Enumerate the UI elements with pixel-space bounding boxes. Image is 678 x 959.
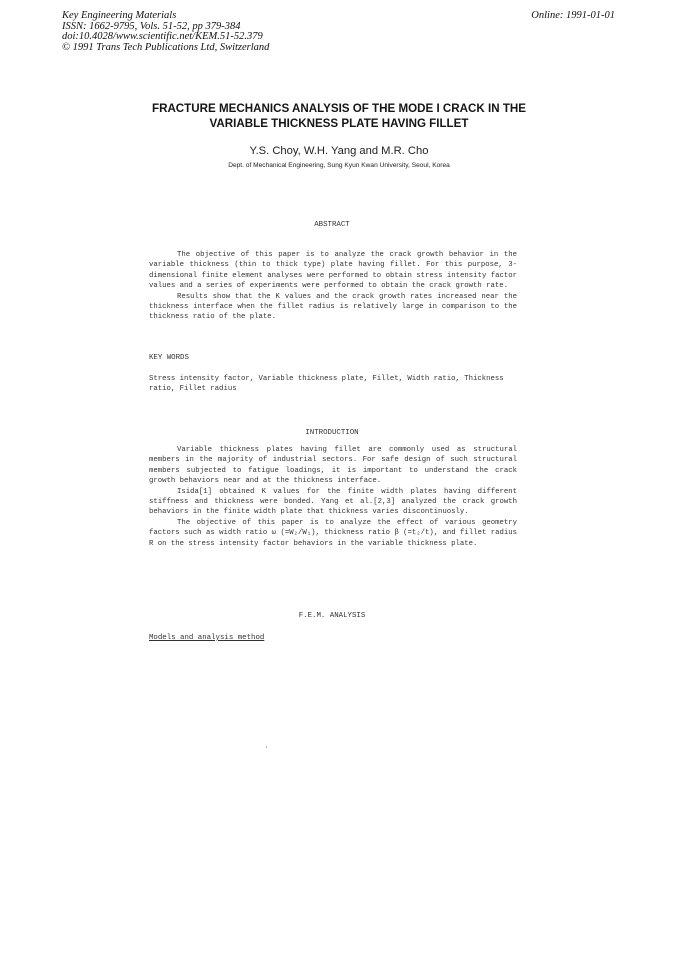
introduction-paragraph: The objective of this paper is to analyze the effect of various geometry factors such as width ratio ω (=W₂/W₁), thickness ratio β (=t₂/t), and fillet radius R on the stress intensity factor behaviors in the variable thickness plate.	[149, 518, 517, 548]
introduction-heading: INTRODUCTION	[305, 429, 359, 437]
scan-speck	[266, 746, 267, 748]
fem-subheading: Models and analysis method	[149, 634, 265, 642]
introduction-body	[149, 445, 517, 549]
title-line-1: FRACTURE MECHANICS ANALYSIS OF THE MODE I CRACK IN THE	[151, 102, 527, 115]
fem-heading: F.E.M. ANALYSIS	[298, 612, 366, 620]
journal-name: Key Engineering Materials	[62, 10, 177, 21]
title-line-2: VARIABLE THICKNESS PLATE HAVING FILLET	[209, 117, 469, 130]
introduction-paragraph: Isida[1] obtained K values for the finite width plates having different stiffness and thickness were bonded. Yang et al.[2,3] analyzed the crack growth behaviors in the finite width plate that thickness varies discontinuosly.	[149, 487, 517, 517]
abstract-paragraph: Results show that the K values and the crack growth rates increased near the thickness interface when the fillet radius is relatively large in comparison to the thickness ratio of the plate.	[149, 292, 517, 322]
abstract-paragraph: The objective of this paper is to analyze the crack growth behavior in the variable thickness (thin to thick type) plate having fillet. For this purpose, 3-dimensional finite element analyses were performed to obtain stress intensity factor values and a series of experiments were performed to obtain the crack growth rate.	[149, 251, 517, 291]
copyright-line: © 1991 Trans Tech Publications Ltd, Switzerland	[62, 41, 270, 53]
online-date: Online: 1991-01-01	[531, 10, 615, 21]
doi-line: doi:10.4028/www.scientific.net/KEM.51-52.379	[62, 31, 263, 43]
introduction-paragraph: Variable thickness plates having fillet are commonly used as structural members in the majority of industrial sectors. For safe design of such structural members subjected to fatigue loadings, it is important to understand the crack growth behaviors near and at the thickness interface.	[149, 446, 517, 486]
journal-header	[62, 11, 269, 53]
affiliation: Dept. of Mechanical Engineering, Sung Kyun Kwan University, Seoul, Korea	[228, 162, 450, 169]
abstract-heading: ABSTRACT	[314, 221, 350, 229]
authors: Y.S. Choy, W.H. Yang and M.R. Cho	[249, 145, 429, 157]
paper-title	[100, 101, 578, 131]
keywords-heading: KEY WORDS	[149, 354, 189, 362]
issn-line: ISSN: 1662-9795, Vols. 51-52, pp 379-384	[62, 20, 241, 32]
keywords-text: Stress intensity factor, Variable thickness plate, Fillet, Width ratio, Thickness ratio, Fillet radius	[149, 375, 504, 394]
abstract-body	[149, 250, 517, 323]
